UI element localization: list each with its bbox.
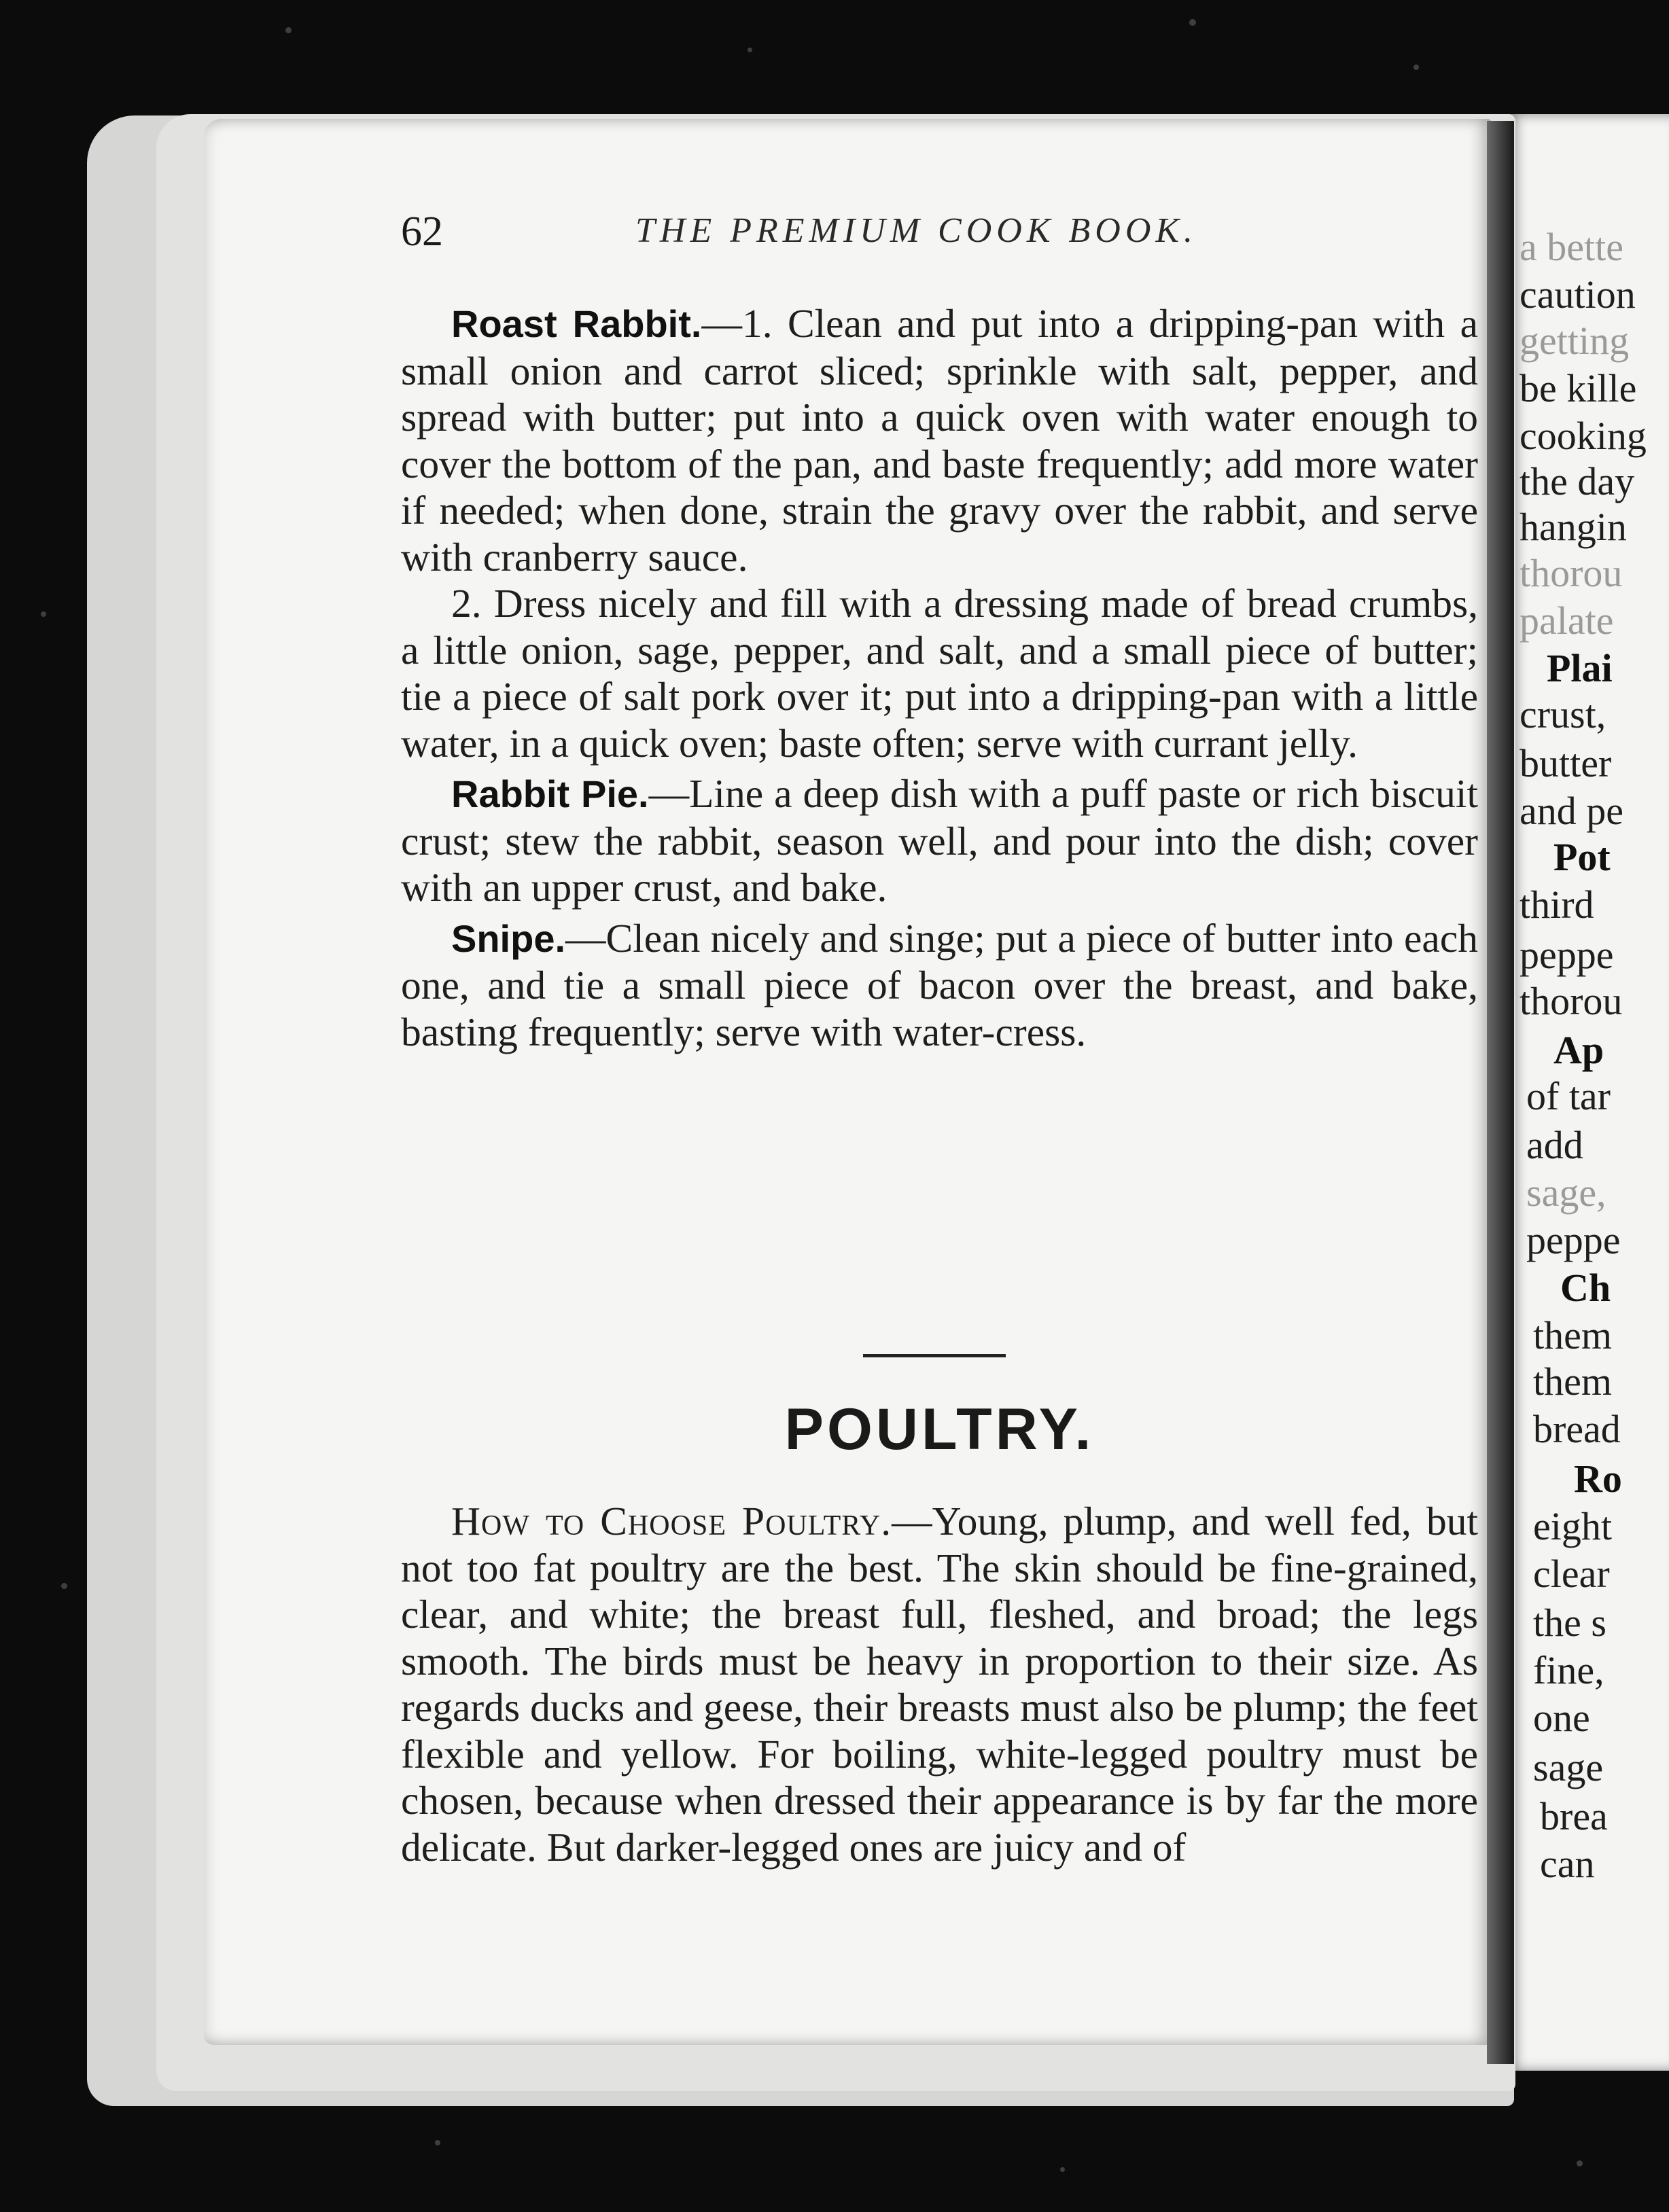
next-page-line: the s [1533,1601,1606,1645]
background-speck [285,27,292,33]
recipe-text: —Clean nicely and singe; put a piece of butter into each one, and tie a small piece of bacon over the breast, and bake, basting frequently; serve with water-cress. [401,915,1478,1054]
next-page [1506,114,1669,2071]
next-page-line: eight [1533,1504,1612,1548]
next-page-line: palate [1519,599,1614,643]
next-page-line: Ro [1574,1457,1622,1501]
next-page-line: of tar [1526,1074,1611,1118]
next-page-line: getting [1519,319,1630,363]
next-page-line: one [1533,1696,1590,1740]
next-page-line: clear [1533,1552,1610,1596]
recipe-roast-rabbit-variant [401,580,1478,766]
next-page-line: can [1540,1842,1595,1886]
next-page-line: Ch [1560,1266,1611,1310]
next-page-line: peppe [1526,1218,1621,1262]
next-page-line: cooking [1519,414,1647,458]
book-title: THE PREMIUM COOK BOOK. [635,211,1198,250]
recipe-title: Snipe. [451,916,566,960]
next-page-line: third [1519,882,1594,927]
poultry-text: —Young, plump, and well fed, but not too fat poultry are the best. The skin should be fine-grained, clear, and white; the breast full, fleshed, and broad; the legs smooth. The birds must be heavy in proportion to their size. As regards ducks and geese, their breasts must also be plump; the feet flexible and yellow. For boiling, white-legged poultry must be chosen, because when dressed their appearance is by far the more delicate. But darker-legged ones are juicy and of [401,1499,1478,1870]
recipe-section [401,300,1478,1055]
background-speck [435,2140,440,2145]
recipe-rabbit-pie [401,770,1478,911]
recipe-text: —Line a deep dish with a puff paste or rich biscuit crust; stew the rabbit, season well, and pour into the dish; cover with an upper crust, and bake. [401,771,1478,910]
background-speck [61,1583,67,1589]
next-page-line: caution [1519,272,1636,317]
next-page-line: butter [1519,741,1612,785]
poultry-lead: How to Choose Poultry. [451,1499,892,1544]
next-page-line: be kille [1519,366,1637,410]
recipe-title: Roast Rabbit. [451,302,702,345]
gutter-shadow [1487,121,1514,2064]
section-heading-poultry: POULTRY. [784,1397,1095,1462]
next-page-line: them [1533,1313,1612,1357]
recipe-text: 2. Dress nicely and fill with a dressing made of bread crumbs, a little onion, sage, pepper, and salt, and a small piece of butter; tie a piece of salt pork over it; put into a dripping-pan with a little water, in a quick oven; baste often; serve with currant jelly. [401,581,1478,766]
next-page-line: thorou [1519,979,1623,1023]
recipe-title: Rabbit Pie. [451,772,649,815]
poultry-section [401,1498,1478,1870]
next-page-line: Ap [1553,1028,1604,1072]
next-page-line: the day [1519,459,1635,503]
next-page-line: brea [1540,1794,1608,1838]
next-page-line: Pot [1553,835,1611,879]
recipe-roast-rabbit [401,300,1478,580]
next-page-line: peppe [1519,933,1614,977]
background-speck [748,48,752,52]
next-page-line: bread [1533,1407,1621,1451]
next-page-line: Plai [1547,646,1613,690]
next-page-line: them [1533,1359,1612,1404]
section-divider [863,1354,1006,1357]
running-head [401,208,1278,262]
next-page-line: crust, [1519,692,1606,736]
background-speck [1189,19,1196,26]
page-number: 62 [401,209,443,255]
next-page-line: sage [1533,1745,1604,1789]
poultry-paragraph [401,1498,1478,1870]
next-page-line: fine, [1533,1648,1604,1692]
recipe-snipe [401,915,1478,1056]
background-speck [41,611,46,617]
background-speck [1413,65,1419,70]
background-speck [1577,2160,1583,2166]
next-page-line: sage, [1526,1171,1606,1215]
next-page-line: a bette [1519,225,1623,269]
next-page-line: and pe [1519,789,1623,833]
next-page-line: thorou [1519,551,1623,595]
recipe-text: —1. Clean and put into a dripping-pan with a small onion and carrot sliced; sprinkle with salt, pepper, and spread with butter; put into a quick oven with water enough to cover the bottom of the pan, and baste frequently; add more water if needed; when done, strain the gravy over the rabbit, and serve with cranberry sauce. [401,301,1478,579]
next-page-line: hangin [1519,505,1627,549]
background-speck [1060,2167,1065,2172]
next-page-line: add [1526,1123,1583,1167]
